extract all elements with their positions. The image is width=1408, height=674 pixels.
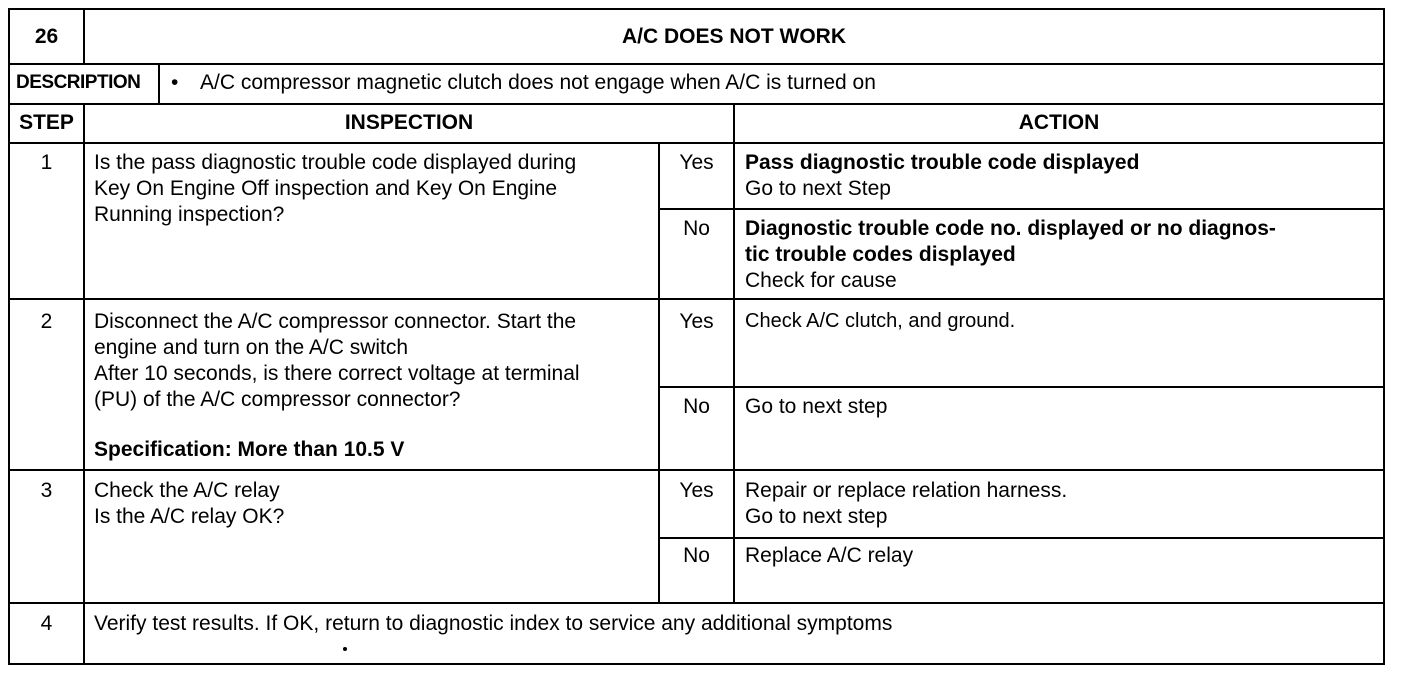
rule-step1-bottom: [10, 298, 1383, 300]
step-inspection: Disconnect the A/C compressor connector. Start the engine and turn on the A/C switch After 10 seconds, is there correct voltage at terminal (PU) of the A/C compressor connector?: [94, 310, 580, 411]
step-final-text: Verify test results. If OK, return to diagnostic index to service any additional symptoms: [94, 612, 893, 635]
no-action: Diagnostic trouble code no. displayed or no diagnos- tic trouble codes displayed Check for cause: [745, 217, 1276, 292]
yes-label: Yes: [679, 479, 714, 502]
yes-action: Check A/C clutch, and ground.: [745, 310, 1016, 332]
rule-step1-yes-bottom: [658, 208, 1383, 210]
description-bullet: •: [171, 71, 179, 94]
rule-step2-yes-bottom: [658, 386, 1383, 388]
column-header-inspection: INSPECTION: [344, 111, 474, 134]
step-inspection: Check the A/C relay Is the A/C relay OK?: [94, 479, 285, 528]
rule-header-bottom: [10, 63, 1383, 65]
yes-label: Yes: [679, 310, 714, 333]
rule-step-column-lower: [83, 103, 85, 665]
no-label: No: [683, 544, 710, 567]
description-text: A/C compressor magnetic clutch does not engage when A/C is turned on: [200, 71, 876, 94]
no-label: No: [683, 217, 710, 240]
rule-yes-no-column: [658, 142, 660, 602]
step-number: 3: [40, 479, 53, 502]
scan-speck: [343, 647, 347, 651]
step-inspection: Is the pass diagnostic trouble code displayed during Key On Engine Off inspection and Key On Engine Running inspection?: [94, 151, 577, 226]
step-number: 4: [40, 612, 53, 635]
rule-step3-bottom: [10, 602, 1383, 604]
page-title: A/C DOES NOT WORK: [622, 25, 846, 48]
rule-description-label: [158, 63, 160, 103]
rule-description-bottom: [10, 103, 1383, 105]
step-number: 1: [40, 151, 53, 174]
column-header-step: STEP: [19, 111, 74, 134]
column-header-action: ACTION: [1018, 111, 1100, 134]
step-number: 2: [40, 310, 53, 333]
no-label: No: [683, 395, 710, 418]
diagnostic-number: 26: [34, 25, 59, 48]
yes-action: Pass diagnostic trouble code displayed Go to next Step: [745, 151, 1140, 200]
diagnostic-table: [8, 8, 1385, 665]
rule-action-column: [733, 103, 735, 602]
rule-columns-bottom: [10, 142, 1383, 144]
no-action: Replace A/C relay: [745, 544, 914, 567]
yes-label: Yes: [679, 151, 714, 174]
rule-step2-bottom: [10, 469, 1383, 471]
step-specification: Specification: More than 10.5 V: [94, 438, 405, 461]
no-action: Go to next step: [745, 395, 888, 418]
rule-step3-yes-bottom: [658, 537, 1383, 539]
yes-action: Repair or replace relation harness. Go to next step: [745, 479, 1068, 528]
description-label: DESCRIPTION: [16, 72, 141, 93]
